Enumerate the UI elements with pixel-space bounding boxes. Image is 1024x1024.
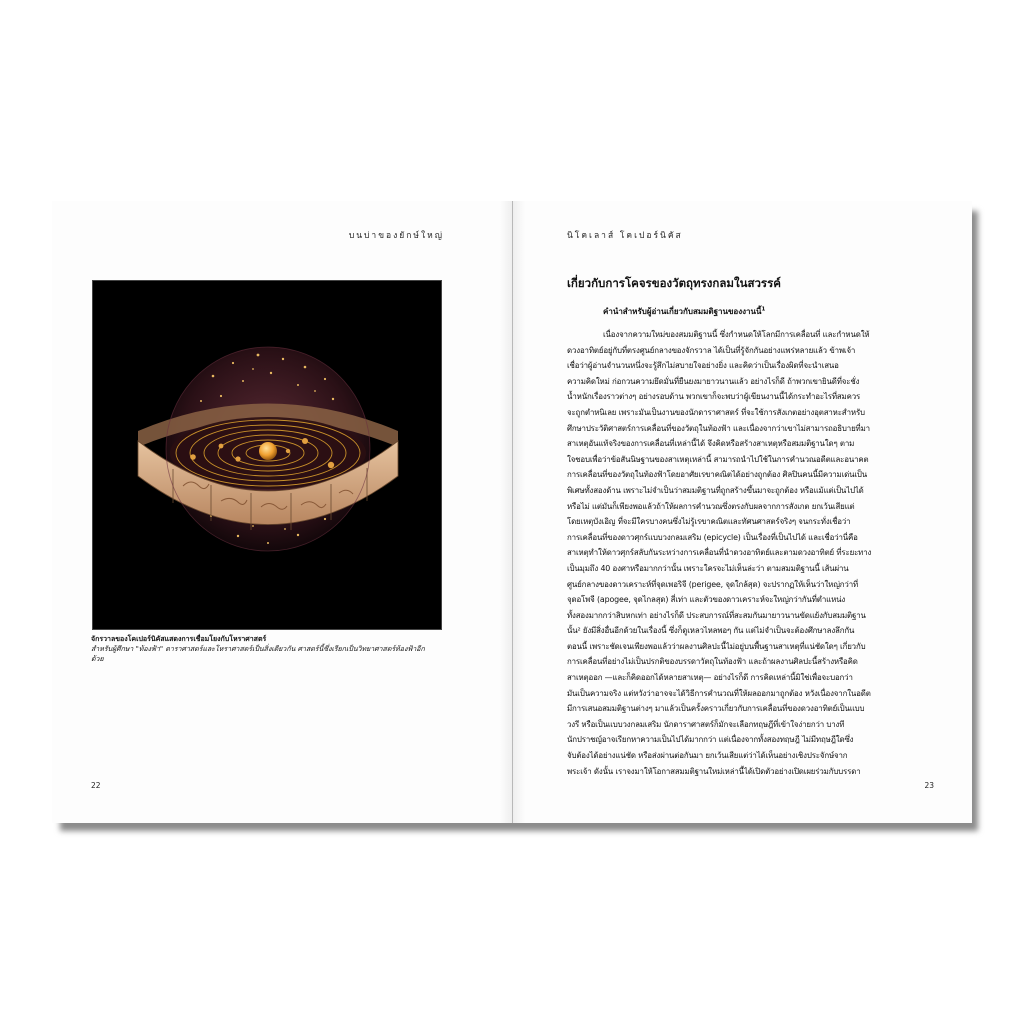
body-line: ศึกษาประวัติศาสตร์การเคลื่อนที่ของวัตถุในท้องฟ้า และเนื่องจากว่าเขาไม่สามารถอธิบายที่มา (567, 423, 870, 433)
body-line: สาเหตุทำให้ดาวศุกร์สลับกันระหว่างการเคลื่อนที่นำดวงอาทิตย์และตามดวงอาทิตย์ ที่ระยะทาง (567, 548, 872, 558)
body-line: การเคลื่อนที่อย่างไม่เป็นปรกติของบรรดาวัตถุในท้องฟ้า และถ้าผลงานศิลปะนี้สร้างหรือคิด (567, 657, 858, 667)
body-line: มันเป็นความจริง แต่หวังว่าอาจจะได้วิธีการคำนวณที่ให้ผลออกมาถูกต้อง หวังเนื่องจากในอดีต (567, 688, 871, 698)
body-line: เป็นมุมถึง 40 องศาหรือมากกว่านั้น เพราะใครจะไม่เห็นล่ะว่า ตามสมมติฐานนี้ เส้นผ่าน (567, 563, 849, 573)
running-head-right: นิโคเลาส์ โคเปอร์นิคัส (567, 231, 683, 241)
body-line: เชื่อว่าผู้อ่านจำนวนหนึ่งจะรู้สึกไม่สบายใจอย่างยิ่ง และคิดว่าเป็นเรื่องผิดที่จะนำเสนอ (567, 361, 839, 371)
body-line: การเคลื่อนที่ของดาวศุกร์แบบวงกลมเสริม (epicycle) เป็นเรื่องที่เป็นไปได้ และเชื่อว่านี่คือ (567, 532, 858, 542)
footnote-marker: 1 (761, 306, 766, 313)
body-line: น้ำหนักเรื่องราวต่างๆ อย่างรอบด้าน พวกเขาก็จะพบว่าผู้เขียนงานนี้ได้กระทำอะไรที่สมควร (567, 392, 861, 402)
body-line: ความคิดใหม่ ก่อกวนความยึดมั่นที่ยืนยงมายาวนานแล้ว อย่างไรก็ดี ถ้าพวกเขายินดีที่จะชั่ง (567, 376, 860, 386)
right-page (513, 201, 972, 823)
body-text (567, 327, 937, 779)
copernican-universe-figure (92, 280, 442, 630)
body-line: หรือไม่ แต่มันก็เพียงพอแล้วถ้าให้ผลการคำนวณซึ่งตรงกับผลจากการสังเกต ยกเว้นเสียแต่ (567, 501, 855, 511)
figure-caption (91, 634, 436, 664)
running-head-left: บนบ่าของยักษ์ใหญ่ (348, 231, 444, 241)
body-line: สาเหตุอันแท้จริงของการเคลื่อนที่เหล่านี้ได้ จึงคิดหรือสร้างสาเหตุหรือสมมติฐานใดๆ ตาม (567, 439, 855, 449)
body-line: ตอนนี้ เพราะชัดเจนเพียงพอแล้วว่าผลงานศิลปะนี้ไม่อยู่บนพื้นฐานสาเหตุที่แน่ชัดใดๆ เกี่ยวกับ (567, 641, 866, 651)
body-line: นักปราชญ์อาจเรียกหาความเป็นไปได้มากกว่า แต่เนื่องจากทั้งสองทฤษฎี ไม่มีทฤษฎีใดซึ่ง (567, 735, 854, 745)
page-number-left: 22 (91, 781, 101, 790)
caption-title: จักรวาลของโคเปอร์นิคัสแสดงการเชื่อมโยงกับโหราศาสตร์ (91, 635, 267, 643)
body-line: พระเจ้า ดังนั้น เราจงมาให้โอกาสสมมติฐานใหม่เหล่านี้ได้เปิดตัวอย่างเปิดเผยร่วมกับบรรดา (567, 766, 861, 776)
body-line: จับต้องได้อย่างแน่ชัด หรือส่งผ่านต่อกันมา ยกเว้นเสียแต่ว่าได้เห็นอย่างเชิงประจักษ์จาก (567, 751, 848, 761)
body-line: ทั้งสองมากกว่าสิบหกเท่า อย่างไรก็ดี ประสบการณ์ที่สะสมกันมายาวนานขัดแย้งกับสมมติฐาน (567, 610, 866, 620)
body-line: โดยเหตุบังเอิญ ที่จะมีใครบางคนซึ่งไม่รู้เรขาคณิตและทัศนศาสตร์จริงๆ จนกระทั่งเชื่อว่า (567, 517, 851, 527)
body-line: วงรี หรือเป็นแบบวงกลมเสริม นักดาราศาสตร์ก็มักจะเลือกทฤษฎีที่เข้าใจง่ายกว่า บางที (567, 719, 845, 729)
caption-body: สำหรับผู้ศึกษา "ท้องฟ้า" ดาราศาสตร์และโหราศาสตร์เป็นสิ่งเดียวกัน ศาสตร์นี้ซึ่งเรียกเป็นวิทยาศาสตร์ท้องฟ้าอีกด้วย (91, 645, 425, 663)
body-line: นั้น² ยังมีสิ่งอื่นอีกด้วยในเรื่องนี้ ซึ่งก็ดูเหลวไหลพอๆ กัน แต่ไม่จำเป็นจะต้องศึกษาลงลึกกัน (567, 626, 855, 636)
gutter-shade-right (513, 201, 525, 823)
left-page (52, 201, 512, 823)
body-line: ศูนย์กลางของดาวเคราะห์ที่จุดเพอริจี (perigee, จุดใกล้สุด) จะปรากฏให้เห็นว่าใหญ่กว่าที่ (567, 579, 859, 589)
body-line: สาเหตุออก —และก็คิดออกได้หลายสาเหตุ— อย่างไรก็ดี การคิดเหล่านี้มิใช่เพื่อจะบอกว่า (567, 673, 853, 683)
section-title-text: คำนำสำหรับผู้อ่านเกี่ยวกับสมมติฐานของงานนี้ (603, 307, 762, 316)
body-line: จะถูกตำหนิเลย เพราะมันเป็นงานของนักดาราศาสตร์ ที่จะใช้การสังเกตอย่างอุตสาหะสำหรับ (567, 407, 865, 417)
body-line: เนื่องจากความใหม่ของสมมติฐานนี้ ซึ่งกำหนดให้โลกมีการเคลื่อนที่ และกำหนดให้ (603, 330, 870, 339)
body-line: จุดอโพจี (apogee, จุดไกลสุด) สี่เท่า และตัวของดาวเคราะห์จะใหญ่กว่ากันที่ตำแหน่ง (567, 595, 846, 605)
chapter-title: เกี่ยวกับการโคจรของวัตถุทรงกลมในสวรรค์ (567, 276, 781, 290)
open-book-spread (52, 201, 972, 823)
section-title (603, 305, 765, 318)
body-line: การเคลื่อนที่ของวัตถุในท้องฟ้าโดยอาศัยเรขาคณิตได้อย่างถูกต้อง ศิลปินคนนี้มีความเด่นเป็น (567, 470, 868, 480)
gutter-shade-left (500, 201, 512, 823)
body-line: ใจชอบเพื่อว่าข้อสันนิษฐานของสาเหตุเหล่านี้ สามารถนำไปใช้ในการคำนวณอดีตและอนาคต (567, 454, 869, 464)
armillary-sphere-illustration (93, 281, 441, 629)
sun (259, 442, 277, 460)
body-line: มีการเสนอสมมติฐานต่างๆ มาแล้วเป็นครั้งคราวเกี่ยวกับการเคลื่อนที่ของดวงอาทิตย์เป็นแบบ (567, 704, 865, 714)
body-line: ดวงอาทิตย์อยู่กับที่ตรงศูนย์กลางของจักรวาล ได้เป็นที่รู้จักกันอย่างแพร่หลายแล้ว ข้าพเจ้า (567, 345, 856, 355)
page-number-right: 23 (924, 781, 934, 790)
body-line: พิเศษทั้งสองด้าน เพราะไม่จำเป็นว่าสมมติฐานที่ถูกสร้างขึ้นมาจะถูกต้อง หรือแม้แต่เป็นไปได้ (567, 485, 864, 495)
